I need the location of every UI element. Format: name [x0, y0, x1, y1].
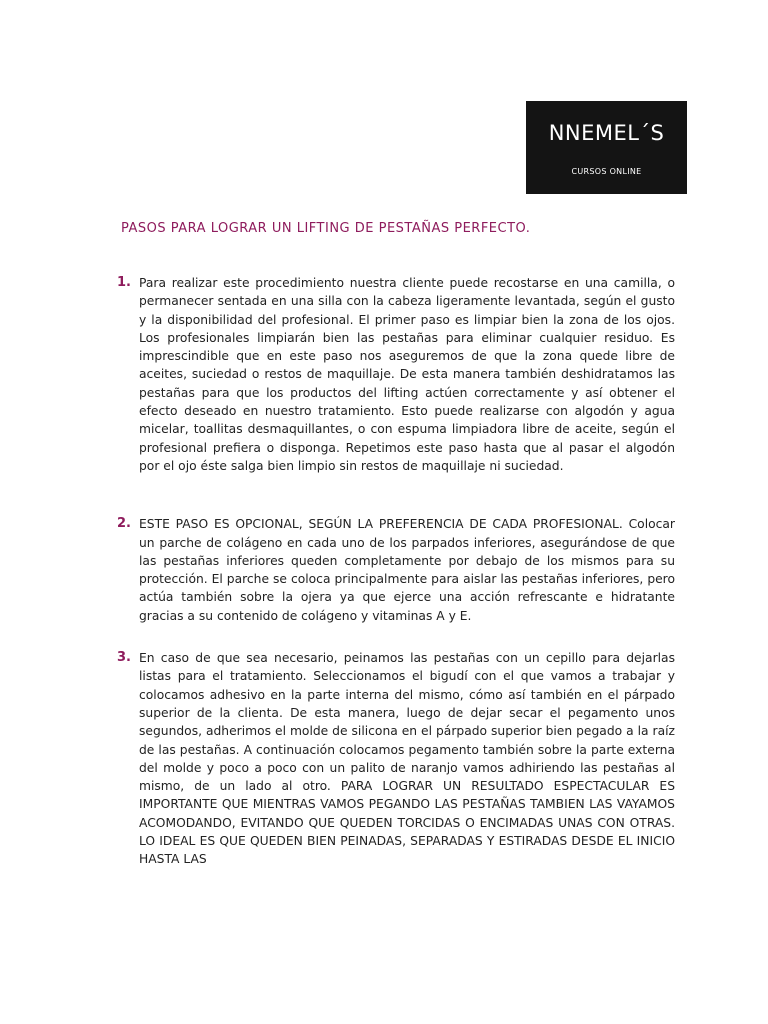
logo-name: NNEMEL´S	[548, 121, 665, 145]
step-item	[117, 649, 675, 869]
steps-list	[117, 274, 675, 869]
step-number: 2.	[117, 516, 131, 532]
step-number: 3.	[117, 650, 131, 666]
step-item	[117, 515, 675, 625]
document-title: PASOS PARA LOGRAR UN LIFTING DE PESTAÑAS PERFECTO.	[121, 221, 531, 236]
step-item	[117, 274, 675, 475]
brand-logo	[526, 101, 687, 194]
logo-subtitle: CURSOS ONLINE	[571, 167, 642, 176]
step-text: ESTE PASO ES OPCIONAL, SEGÚN LA PREFERENCIA DE CADA PROFESIONAL. Colocar un parche de colágeno en cada uno de los parpados inferiores, asegurándose de que las pestañas inferiores queden completamente por debajo de los mismos para su protección. El parche se coloca principalmente para aislar las pestañas inferiores, pero actúa también sobre la ojera ya que ejerce una acción refrescante e hidratante gracias a su contenido de colágeno y vitaminas A y E.	[139, 517, 675, 623]
step-number: 1.	[117, 275, 131, 290]
step-text: En caso de que sea necesario, peinamos las pestañas con un cepillo para dejarlas listas para el tratamiento. Seleccionamos el bigudí con el que vamos a trabajar y colocamos adhesivo en la parte interna del mismo, cómo así también en el párpado superior de la clienta. De esta manera, luego de dejar secar el pegamento unos segundos, adherimos el molde de silicona en el párpado superior bien pegado a la raíz de las pestañas. A continuación colocamos pegamento también sobre la parte externa del molde y poco a poco con un palito de naranjo vamos adhiriendo las pestañas al mismo, de un lado al otro. PARA LOGRAR UN RESULTADO ESPECTACULAR ES IMPORTANTE QUE MIENTRAS VAMOS PEGANDO LAS PESTAÑAS TAMBIEN LAS VAYAMOS ACOMODANDO, EVITANDO QUE QUEDEN TORCIDAS O ENCIMADAS UNAS CON OTRAS. LO IDEAL ES QUE QUEDEN BIEN PEINADAS, SEPARADAS Y ESTIRADAS DESDE EL INICIO HASTA LAS	[139, 651, 675, 867]
step-text: Para realizar este procedimiento nuestra cliente puede recostarse en una camilla, o permanecer sentada en una silla con la cabeza ligeramente levantada, según el gusto y la disponibilidad del profesional. El primer paso es limpiar bien la zona de los ojos. Los profesionales limpiarán bien las pestañas para eliminar cualquier residuo. Es imprescindible que en este paso nos aseguremos de que la zona quede libre de aceites, suciedad o restos de maquillaje. De esta manera también deshidratamos las pestañas para que los productos del lifting actúen correctamente y así obtener el efecto deseado en nuestro tratamiento. Esto puede realizarse con algodón y agua micelar, toallitas desmaquillantes, o con espuma limpiadora libre de aceite, según el profesional prefiera o disponga. Repetimos este paso hasta que al pasar el algodón por el ojo éste salga bien limpio sin restos de maquillaje ni suciedad.	[139, 276, 675, 473]
